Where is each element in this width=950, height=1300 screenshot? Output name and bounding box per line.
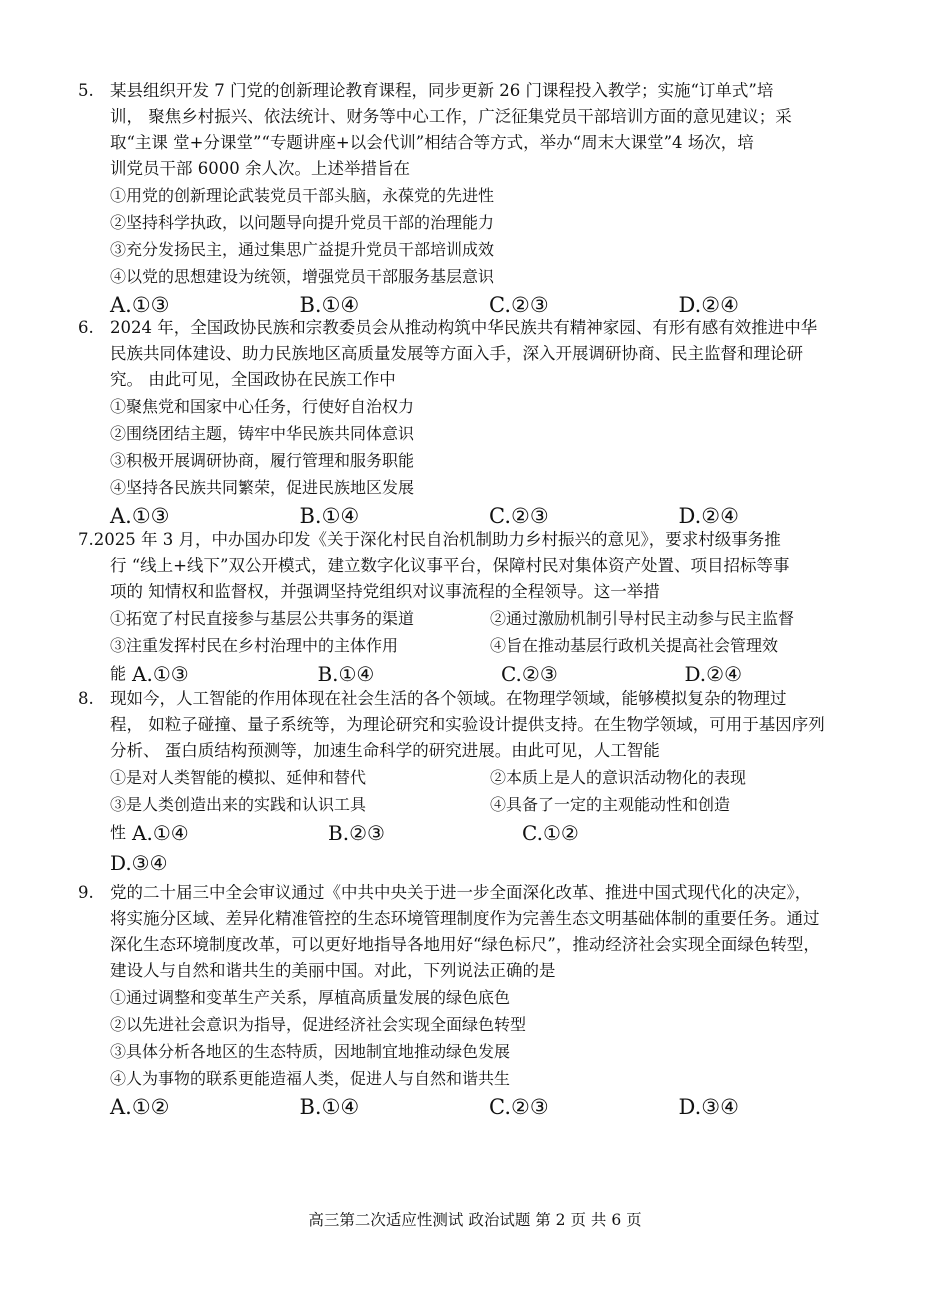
question-number: 9. [78,883,94,902]
answer-choice-c: C.①② [522,821,579,845]
page-footer: 高三第二次适应性测试 政治试题 第 2 页 共 6 页 [308,1211,642,1229]
answer-choice-d: D.②④ [678,293,739,317]
statement-option: ①聚焦党和国家中心任务，行使好自治权力 [110,397,415,416]
question-number: 7. [78,530,94,549]
answer-choice-c: C.②③ [489,1095,549,1119]
stem-line: 项的 知情权和监督权，并强调坚持党组织对议事流程的全程领导。这一举措 [110,582,660,601]
question-stem [78,78,868,182]
stem-line: 党的二十届三中全会审议通过《中共中央关于进一步全面深化改革、推进中国式现代化的决定》， [110,883,812,902]
question-stem [78,880,868,984]
answer-choice-d: D.③④ [678,1095,739,1119]
answer-choice-b: B.①④ [299,504,360,528]
statement-option: ②通过激励机制引导村民主动参与民主监督 [490,609,795,628]
statement-option: ①拓宽了村民直接参与基层公共事务的渠道 [110,609,415,628]
answer-choice-a: A.①③ [110,293,170,317]
stem-line: 将实施分区域、差异化精准管控的生态环境管理制度作为完善生态文明基础体制的重要任务。通过 [110,909,820,928]
question-number: 5. [78,81,94,100]
question-stem [78,315,868,393]
stem-line: 取“主课 堂+分课堂”“专题讲座+以会代训”相结合等方式，举办“周末大课堂”4 场次，培 [110,133,754,152]
statement-option: ③是人类创造出来的实践和认识工具 [110,795,367,814]
statement-option: ②坚持科学执政，以问题导向提升党员干部的治理能力 [110,213,495,232]
answer-choice-b: B.①④ [317,662,375,686]
stem-line: 民族共同体建设、助力民族地区高质量发展等方面入手，深入开展调研协商、民主监督和理论研 [110,344,803,363]
answer-choice-b: B.①④ [299,1095,360,1119]
answer-choice-c: C.②③ [489,504,549,528]
statement-option: ③具体分析各地区的生态特质，因地制宜地推动绿色发展 [110,1042,511,1061]
answer-choice-c: C.②③ [500,662,558,686]
question-number: 8. [78,689,94,708]
statement-option: ③积极开展调研协商，履行管理和服务职能 [110,451,415,470]
stem-text: 2025 年 3 月，中办国办印发《关于深化村民自治机制助力乡村振兴的意见》，要求村级事务推 [93,530,781,549]
statement-option: ②围绕团结主题，铸牢中华民族共同体意识 [110,424,415,443]
statement-option: ③充分发扬民主，通过集思广益提升党员干部培训成效 [110,240,495,259]
stem-line: 训， 聚焦乡村振兴、依法统计、财务等中心工作，广泛征集党员干部培训方面的意见建议；采 [110,107,792,126]
stem-line: 究。 由此可见，全国政协在民族工作中 [110,370,396,389]
answer-choices-continued [78,848,868,878]
statement-option: ②本质上是人的意识活动物化的表现 [490,768,747,787]
statement-option: ④以党的思想建设为统领，增强党员干部服务基层意识 [110,267,495,286]
statement-option: ②以先进社会意识为指导，促进经济社会实现全面绿色转型 [110,1015,527,1034]
question-number: 6. [78,318,94,337]
answer-choice-c: C.②③ [489,293,549,317]
answer-choice-a: A.①③ [110,504,170,528]
question-6 [78,315,868,531]
statement-option-row [78,632,868,659]
question-7 [78,527,868,689]
stem-line: 程， 如粒子碰撞、量子系统等，为理论研究和实验设计提供支持。在生物学领域，可用于基因序列 [110,715,825,734]
statement-option: ③注重发挥村民在乡村治理中的主体作用 [110,636,399,655]
stem-line: 训党员干部 6000 余人次。上述举措旨在 [110,159,410,178]
statement-option-row [78,791,868,818]
statement-option-row [78,605,868,632]
answer-choice-a: A.①④ [132,821,189,845]
answer-choice-d: D.③④ [110,851,168,875]
statement-option: ④坚持各民族共同繁荣，促进民族地区发展 [110,478,415,497]
option-tail-text: 性 [110,823,127,842]
answer-choices [78,818,868,848]
stem-line: 行 “线上+线下”双公开模式，建立数字化议事平台，保障村民对集体资产处置、项目招标等事 [110,556,790,575]
answer-choices [78,659,868,689]
stem-line: 现如今，人工智能的作用体现在社会生活的各个领域。在物理学领域，能够模拟复杂的物理过 [110,689,787,708]
stem-line: 分析、 蛋白质结构预测等，加速生命科学的研究进展。由此可见，人工智能 [110,741,660,760]
answer-choice-b: B.②③ [328,821,385,845]
statement-option: ①是对人类智能的模拟、延伸和替代 [110,768,367,787]
statement-option: ①用党的创新理论武装党员干部头脑，永葆党的先进性 [110,186,495,205]
answer-choice-d: D.②④ [678,504,739,528]
stem-line: 建设人与自然和谐共生的美丽中国。对此，下列说法正确的是 [110,961,556,980]
stem-line: 深化生态环境制度改革，可以更好地指导各地用好“绿色标尺”，推动经济社会实现全面绿色转型， [110,935,820,954]
stem-line: 某县组织开发 7 门党的创新理论教育课程，同步更新 26 门课程投入教学；实施“订单式”培 [110,81,774,100]
statement-option: ④旨在推动基层行政机关提高社会管理效 [490,636,779,655]
answer-choice-b: B.①④ [299,293,360,317]
question-8 [78,686,868,878]
answer-choice-a: A.①② [110,1095,170,1119]
question-stem [78,527,868,605]
question-5 [78,78,868,320]
answer-choices [78,1092,868,1122]
answer-choice-d: D.②④ [684,662,743,686]
stem-line [78,527,868,553]
stem-line: 2024 年，全国政协民族和宗教委员会从推动构筑中华民族共有精神家园、有形有感有效推进中华 [110,318,818,337]
answer-choice-a: A.①③ [132,662,189,686]
question-stem [78,686,868,764]
question-9 [78,880,868,1122]
statement-option: ④人为事物的联系更能造福人类，促进人与自然和谐共生 [110,1069,511,1088]
statement-option: ①通过调整和变革生产关系，厚植高质量发展的绿色底色 [110,988,511,1007]
statement-option: ④具备了一定的主观能动性和创造 [490,795,731,814]
option-tail-text: 能 [110,664,127,683]
statement-option-row [78,764,868,791]
